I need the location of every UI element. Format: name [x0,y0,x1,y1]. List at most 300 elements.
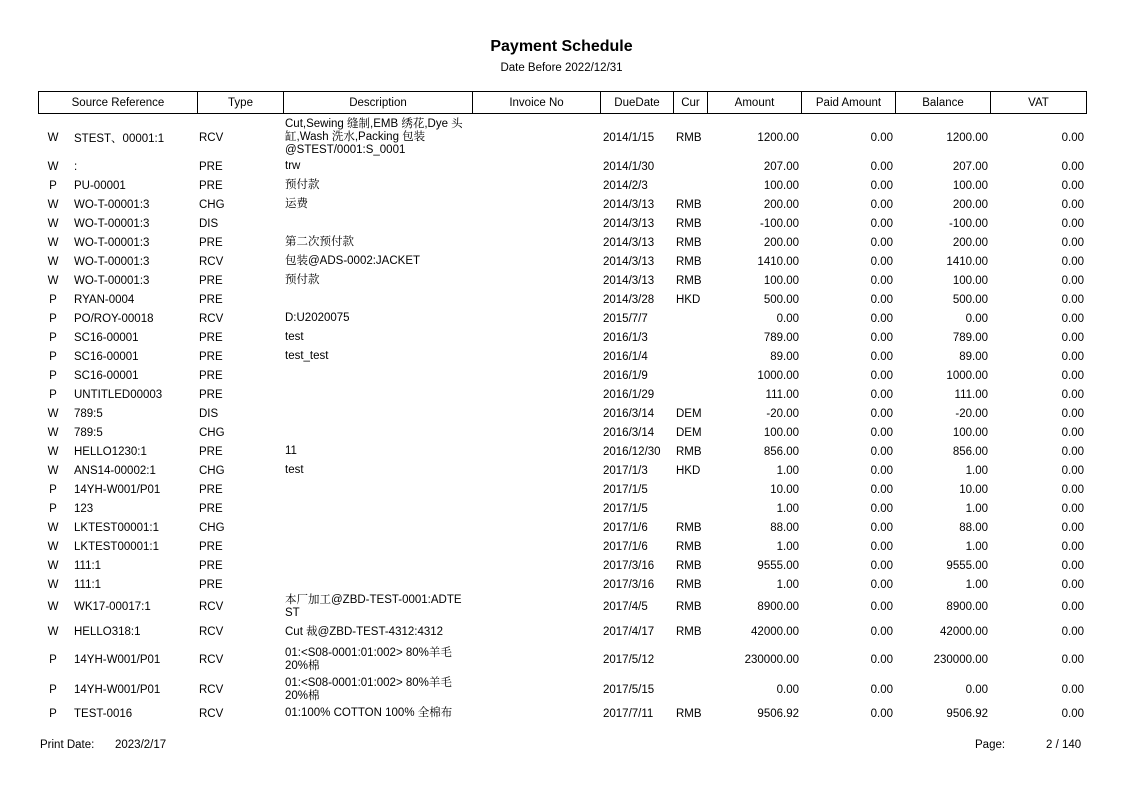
balance: 89.00 [959,350,988,363]
vat: 0.00 [1061,274,1084,287]
source-reference: WO-T-00001:3 [74,274,150,287]
paid-amount: 0.00 [870,293,893,306]
row-flag: W [47,217,59,230]
table-row [38,157,1086,176]
amount: 500.00 [763,293,799,306]
vat: 0.00 [1061,369,1084,382]
source-reference: WO-T-00001:3 [74,255,150,268]
vat: 0.00 [1061,407,1084,420]
table-row [38,118,1086,157]
invoice-no [472,385,600,404]
description [283,499,472,518]
vat: 0.00 [1061,350,1084,363]
print-date-label: Print Date: [40,739,95,751]
amount: 1.00 [776,502,799,515]
due-date: 2014/3/13 [603,217,655,230]
vat: 0.00 [1061,388,1084,401]
amount: 0.00 [776,683,799,696]
invoice-no [472,480,600,499]
table-row [38,195,1086,214]
currency [673,328,707,347]
paid-amount: 0.00 [870,502,893,515]
invoice-no [472,423,600,442]
paid-amount: 0.00 [870,483,893,496]
print-date: 2023/2/17 [115,739,167,751]
due-date: 2016/3/14 [603,426,655,439]
row-flag: P [49,369,57,382]
invoice-no [472,233,600,252]
balance: 42000.00 [940,626,988,638]
page-label: Page: [975,739,1006,751]
paid-amount: 0.00 [870,350,893,363]
invoice-no [472,594,600,620]
row-flag: W [47,626,59,638]
balance: 0.00 [965,312,988,325]
row-flag: P [49,293,57,306]
currency [673,176,707,195]
due-date: 2017/4/5 [603,601,648,613]
currency [673,157,707,176]
paid-amount: 0.00 [870,407,893,420]
table-row [38,461,1086,480]
row-flag: W [47,274,59,287]
vat: 0.00 [1061,601,1084,613]
invoice-no [472,556,600,575]
description [283,290,472,309]
type: CHG [199,521,225,534]
amount: 789.00 [763,331,799,344]
col-amount: Amount [708,92,802,114]
source-reference: 14YH-W001/P01 [74,683,161,696]
vat: 0.00 [1061,131,1084,144]
invoice-no [472,195,600,214]
table-row [38,442,1086,461]
balance: 100.00 [952,426,988,439]
due-date: 2017/1/6 [603,540,648,553]
source-reference: 111:1 [74,578,102,591]
source-reference: 123 [74,502,94,515]
type: PRE [199,502,223,515]
type: PRE [199,578,223,591]
due-date: 2017/3/16 [603,559,655,572]
description [283,385,472,404]
vat: 0.00 [1061,160,1084,173]
currency: RMB [676,626,702,638]
amount: 10.00 [770,483,799,496]
invoice-no [472,271,600,290]
due-date: 2017/1/3 [603,464,648,477]
type: DIS [199,407,219,420]
balance: 500.00 [952,293,988,306]
row-flag: P [49,683,57,696]
amount: 42000.00 [751,626,799,638]
type: PRE [199,540,223,553]
vat: 0.00 [1061,707,1084,720]
row-flag: W [47,198,59,211]
vat: 0.00 [1061,540,1084,553]
due-date: 2014/2/3 [603,179,648,192]
col-description: Description [284,92,473,114]
col-paid-amount: Paid Amount [802,92,896,114]
description [283,366,472,385]
invoice-no [472,252,600,271]
source-reference: SC16-00001 [74,369,139,382]
row-flag: W [47,578,59,591]
paid-amount: 0.00 [870,160,893,173]
vat: 0.00 [1061,626,1084,638]
table-row [38,575,1086,594]
balance: 207.00 [952,160,988,173]
invoice-no [472,347,600,366]
due-date: 2017/1/5 [603,502,648,515]
col-vat: VAT [991,92,1087,114]
amount: 100.00 [763,274,799,287]
type: PRE [199,559,223,572]
amount: 8900.00 [757,601,799,613]
description: 第二次预付款 [285,236,354,248]
currency: RMB [676,274,702,287]
row-flag: P [49,483,57,496]
description [283,575,472,594]
due-date: 2016/1/29 [603,388,655,401]
balance: 100.00 [952,179,988,192]
due-date: 2017/1/5 [603,483,648,496]
currency [673,309,707,328]
vat: 0.00 [1061,653,1084,666]
amount: 1000.00 [757,369,799,382]
table-row [38,644,1086,675]
table-row [38,499,1086,518]
amount: 88.00 [770,521,799,534]
currency [673,675,707,704]
balance: 1410.00 [946,255,988,268]
col-source-reference: Source Reference [39,92,198,114]
due-date: 2016/12/30 [603,445,661,458]
invoice-no [472,461,600,480]
invoice-no [472,118,600,157]
source-reference: SC16-00001 [74,350,139,363]
row-flag: P [49,179,57,192]
description: test [285,464,304,476]
type: CHG [199,426,225,439]
row-flag: W [47,236,59,249]
description: D:U2020075 [285,312,350,324]
description: 预付款 [285,179,320,191]
source-reference: PO/ROY-00018 [74,312,154,325]
currency: RMB [676,217,702,230]
paid-amount: 0.00 [870,217,893,230]
due-date: 2016/3/14 [603,407,655,420]
source-reference: SC16-00001 [74,331,139,344]
paid-amount: 0.00 [870,626,893,638]
paid-amount: 0.00 [870,540,893,553]
table-row [38,328,1086,347]
table-row [38,347,1086,366]
type: PRE [199,274,223,287]
table-row [38,233,1086,252]
description: Cut,Sewing 缝制,EMB 绣花,Dye 头缸,Wash 洗水,Packing 包装@STEST/0001:S_0001 [285,118,463,156]
invoice-no [472,366,600,385]
row-flag: W [47,464,59,477]
source-reference: STEST、00001:1 [74,132,165,145]
invoice-no [472,575,600,594]
table-row [38,176,1086,195]
type: DIS [199,217,219,230]
balance: 9555.00 [946,559,988,572]
vat: 0.00 [1061,236,1084,249]
type: RCV [199,131,224,144]
description [283,404,472,423]
balance: 200.00 [952,236,988,249]
row-flag: W [47,160,59,173]
table-row [38,556,1086,575]
balance: 200.00 [952,198,988,211]
currency: HKD [676,293,701,306]
invoice-no [472,157,600,176]
amount: 89.00 [770,350,799,363]
row-flag: W [47,559,59,572]
table-row [38,423,1086,442]
source-reference: 789:5 [74,407,103,420]
amount: 100.00 [763,179,799,192]
source-reference: PU-00001 [74,179,126,192]
row-flag: W [47,601,59,613]
description: trw [285,160,301,172]
balance: -20.00 [955,407,988,420]
vat: 0.00 [1061,293,1084,306]
description [283,537,472,556]
vat: 0.00 [1061,426,1084,439]
due-date: 2017/5/15 [603,683,655,696]
row-flag: W [47,445,59,458]
table-row [38,620,1086,644]
due-date: 2014/3/13 [603,274,655,287]
report-subtitle: Date Before 2022/12/31 [500,62,623,74]
type: RCV [199,683,224,696]
row-flag: P [49,707,57,720]
currency [673,385,707,404]
table-row [38,675,1086,704]
source-reference: : [74,160,78,173]
type: PRE [199,445,223,458]
table-row [38,385,1086,404]
source-reference: HELLO1230:1 [74,445,147,458]
page-number: 2 / 140 [1046,739,1082,751]
paid-amount: 0.00 [870,388,893,401]
amount: 1200.00 [757,131,799,144]
balance: 789.00 [952,331,988,344]
report-title: Payment Schedule [490,38,633,55]
description: 01:<S08-0001:01:002> 80%羊毛20%棉 [285,676,452,702]
amount: 100.00 [763,426,799,439]
amount: 856.00 [763,445,799,458]
paid-amount: 0.00 [870,369,893,382]
type: RCV [199,255,224,268]
type: CHG [199,198,225,211]
balance: 1.00 [965,540,988,553]
currency: DEM [676,426,702,439]
amount: 9506.92 [757,707,799,720]
source-reference: TEST-0016 [74,707,133,720]
balance: 88.00 [959,521,988,534]
amount: 207.00 [763,160,799,173]
amount: 9555.00 [757,559,799,572]
balance: 230000.00 [933,653,988,666]
currency: RMB [676,236,702,249]
table-row [38,290,1086,309]
table-row [38,252,1086,271]
due-date: 2016/1/3 [603,331,648,344]
vat: 0.00 [1061,464,1084,477]
invoice-no [472,675,600,704]
type: PRE [199,369,223,382]
table-row [38,518,1086,537]
balance: -100.00 [948,217,988,230]
invoice-no [472,290,600,309]
invoice-no [472,309,600,328]
balance: 8900.00 [946,601,988,613]
description: test [285,331,304,343]
amount: 1410.00 [757,255,799,268]
currency: RMB [676,601,702,613]
due-date: 2017/4/17 [603,626,655,638]
due-date: 2014/3/28 [603,293,655,306]
type: CHG [199,464,225,477]
table-row [38,214,1086,233]
type: PRE [199,293,223,306]
col-due-date: DueDate [601,92,674,114]
paid-amount: 0.00 [870,312,893,325]
paid-amount: 0.00 [870,331,893,344]
description [283,556,472,575]
row-flag: W [47,426,59,439]
vat: 0.00 [1061,331,1084,344]
source-reference: 789:5 [74,426,103,439]
type: PRE [199,388,223,401]
balance: 10.00 [959,483,988,496]
balance: 111.00 [954,388,988,401]
row-flag: P [49,312,57,325]
currency: RMB [676,198,702,211]
vat: 0.00 [1061,483,1084,496]
table-row [38,594,1086,620]
table-row [38,271,1086,290]
type: PRE [199,331,223,344]
due-date: 2014/1/15 [603,131,655,144]
due-date: 2017/1/6 [603,521,648,534]
col-balance: Balance [896,92,991,114]
description: 本厂加工@ZBD-TEST-0001:ADTE ST [285,594,462,619]
amount: 0.00 [776,312,799,325]
description: 运费 [285,198,308,210]
invoice-no [472,644,600,675]
description [283,480,472,499]
due-date: 2014/3/13 [603,236,655,249]
paid-amount: 0.00 [870,559,893,572]
balance: 100.00 [952,274,988,287]
paid-amount: 0.00 [870,601,893,613]
paid-amount: 0.00 [870,445,893,458]
row-flag: W [47,521,59,534]
paid-amount: 0.00 [870,683,893,696]
paid-amount: 0.00 [870,653,893,666]
currency [673,480,707,499]
due-date: 2017/7/11 [603,707,654,720]
description [283,423,472,442]
type: PRE [199,160,223,173]
currency: RMB [676,540,702,553]
row-flag: W [47,255,59,268]
currency: RMB [676,707,702,720]
description: 11 [285,445,297,457]
vat: 0.00 [1061,521,1084,534]
row-flag: P [49,331,57,344]
balance: 856.00 [952,445,988,458]
due-date: 2014/1/30 [603,160,655,173]
currency: HKD [676,464,701,477]
paid-amount: 0.00 [870,255,893,268]
paid-amount: 0.00 [870,236,893,249]
source-reference: RYAN-0004 [74,293,135,306]
currency: RMB [676,521,702,534]
balance: 0.00 [965,683,988,696]
source-reference: LKTEST00001:1 [74,521,160,534]
type: PRE [199,483,223,496]
invoice-no [472,620,600,644]
paid-amount: 0.00 [870,578,893,591]
invoice-no [472,214,600,233]
table-row [38,404,1086,423]
vat: 0.00 [1061,559,1084,572]
description: 包装@ADS-0002:JACKET [285,255,421,267]
source-reference: ANS14-00002:1 [74,464,156,477]
amount: 1.00 [776,464,799,477]
amount: -20.00 [766,407,799,420]
paid-amount: 0.00 [870,198,893,211]
invoice-no [472,328,600,347]
vat: 0.00 [1061,217,1084,230]
currency: RMB [676,131,702,144]
currency: RMB [676,578,702,591]
paid-amount: 0.00 [870,464,893,477]
source-reference: 111:1 [74,559,102,572]
description: Cut 裁@ZBD-TEST-4312:4312 [285,625,444,638]
table-row [38,480,1086,499]
source-reference: WO-T-00001:3 [74,217,150,230]
type: PRE [199,236,223,249]
amount: 230000.00 [744,653,799,666]
currency [673,347,707,366]
currency [673,644,707,675]
type: PRE [199,350,223,363]
amount: 111.00 [765,388,799,401]
vat: 0.00 [1061,578,1084,591]
due-date: 2016/1/9 [603,369,648,382]
table-row [38,366,1086,385]
type: PRE [199,179,223,192]
paid-amount: 0.00 [870,274,893,287]
description [283,518,472,537]
source-reference: 14YH-W001/P01 [74,653,161,666]
payment-table [38,118,1086,723]
col-cur: Cur [674,92,708,114]
type: RCV [199,626,224,638]
currency: RMB [676,445,702,458]
table-row [38,704,1086,723]
row-flag: P [49,388,57,401]
currency [673,499,707,518]
due-date: 2014/3/13 [603,255,655,268]
